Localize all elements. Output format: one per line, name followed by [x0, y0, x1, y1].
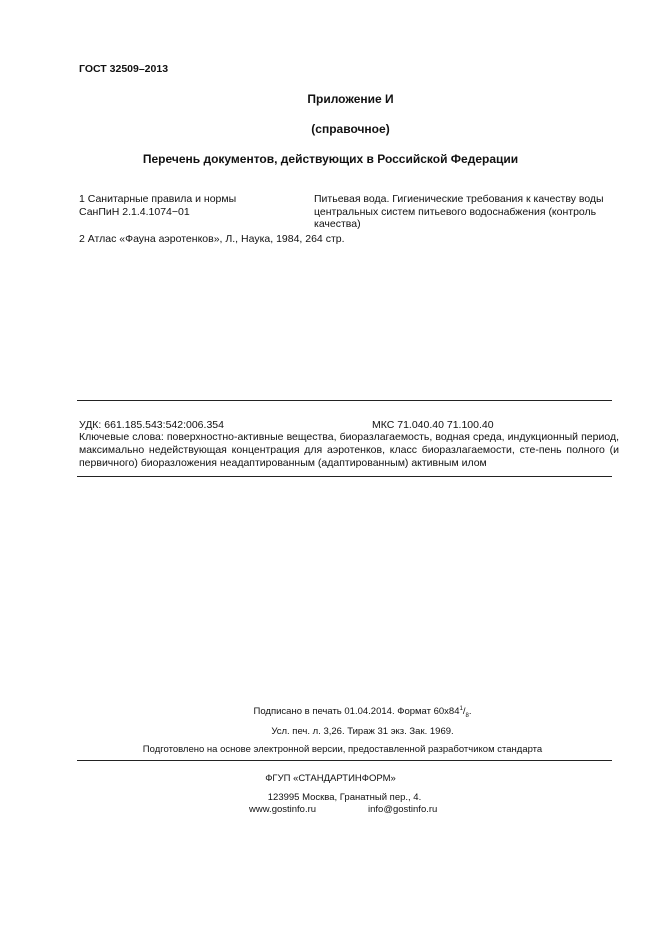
reference-1-name — [79, 193, 299, 218]
format-numerator: 1 — [459, 706, 463, 712]
format-denominator: 8 — [465, 713, 469, 720]
reference-2: 2 Атлас «Фауна аэротенков», Л., Наука, 1984, 264 стр. — [79, 233, 345, 245]
publisher-name: ФГУП «СТАНДАРТИНФОРМ» — [265, 773, 396, 784]
annex-title: Приложение И — [307, 92, 394, 106]
mks-code: МКС 71.040.40 71.100.40 — [372, 419, 494, 431]
divider-top — [77, 400, 612, 401]
list-title: Перечень документов, действующих в Российской Федерации — [142, 152, 519, 166]
divider-bottom — [77, 760, 612, 761]
signed-info: Подписано в печать 01.04.2014. Формат $60x84^1/_8$. — [253, 706, 472, 720]
reference-1-line2: СанПиН 2.1.4.1074−01 — [79, 205, 190, 218]
print-info: Усл. печ. л. 3,26. Тираж 31 экз. Зак. 1969. — [271, 726, 454, 737]
publisher-address: 123995 Москва, Гранатный пер., 4. — [267, 792, 422, 803]
prepared-info: Подготовлено на основе электронной версии, предоставленной разработчиком стандарта — [142, 744, 543, 755]
signed-text: Подписано в печать 01.04.2014. Формат 60x84 — [253, 706, 460, 718]
publisher-email[interactable]: info@gostinfo.ru — [368, 804, 438, 815]
publisher-website[interactable]: www.gostinfo.ru — [249, 804, 317, 815]
document-code: ГОСТ 32509–2013 — [79, 63, 169, 75]
divider-keywords — [77, 476, 612, 477]
signed-suffix: . — [468, 706, 472, 718]
reference-1-title: Питьевая вода. Гигиенические требования к качеству воды центральных систем питьевого водоснабжения (контроль качества) — [314, 193, 604, 230]
udk-code: УДК: 661.185.543:542:006.354 — [79, 419, 224, 431]
annex-subtitle: (справочное) — [311, 122, 390, 136]
keywords: Ключевые слова: поверхностно-активные вещества, биоразлагаемость, водная среда, индукционный период, максимально недействующая концентрация для аэротенков, класс биоразлагаемости, сте-пень полного (и первичного) биоразложения неадаптированным (адаптированным) активным илом — [79, 431, 619, 469]
reference-1-line1: 1 Санитарные правила и нормы — [79, 193, 237, 205]
